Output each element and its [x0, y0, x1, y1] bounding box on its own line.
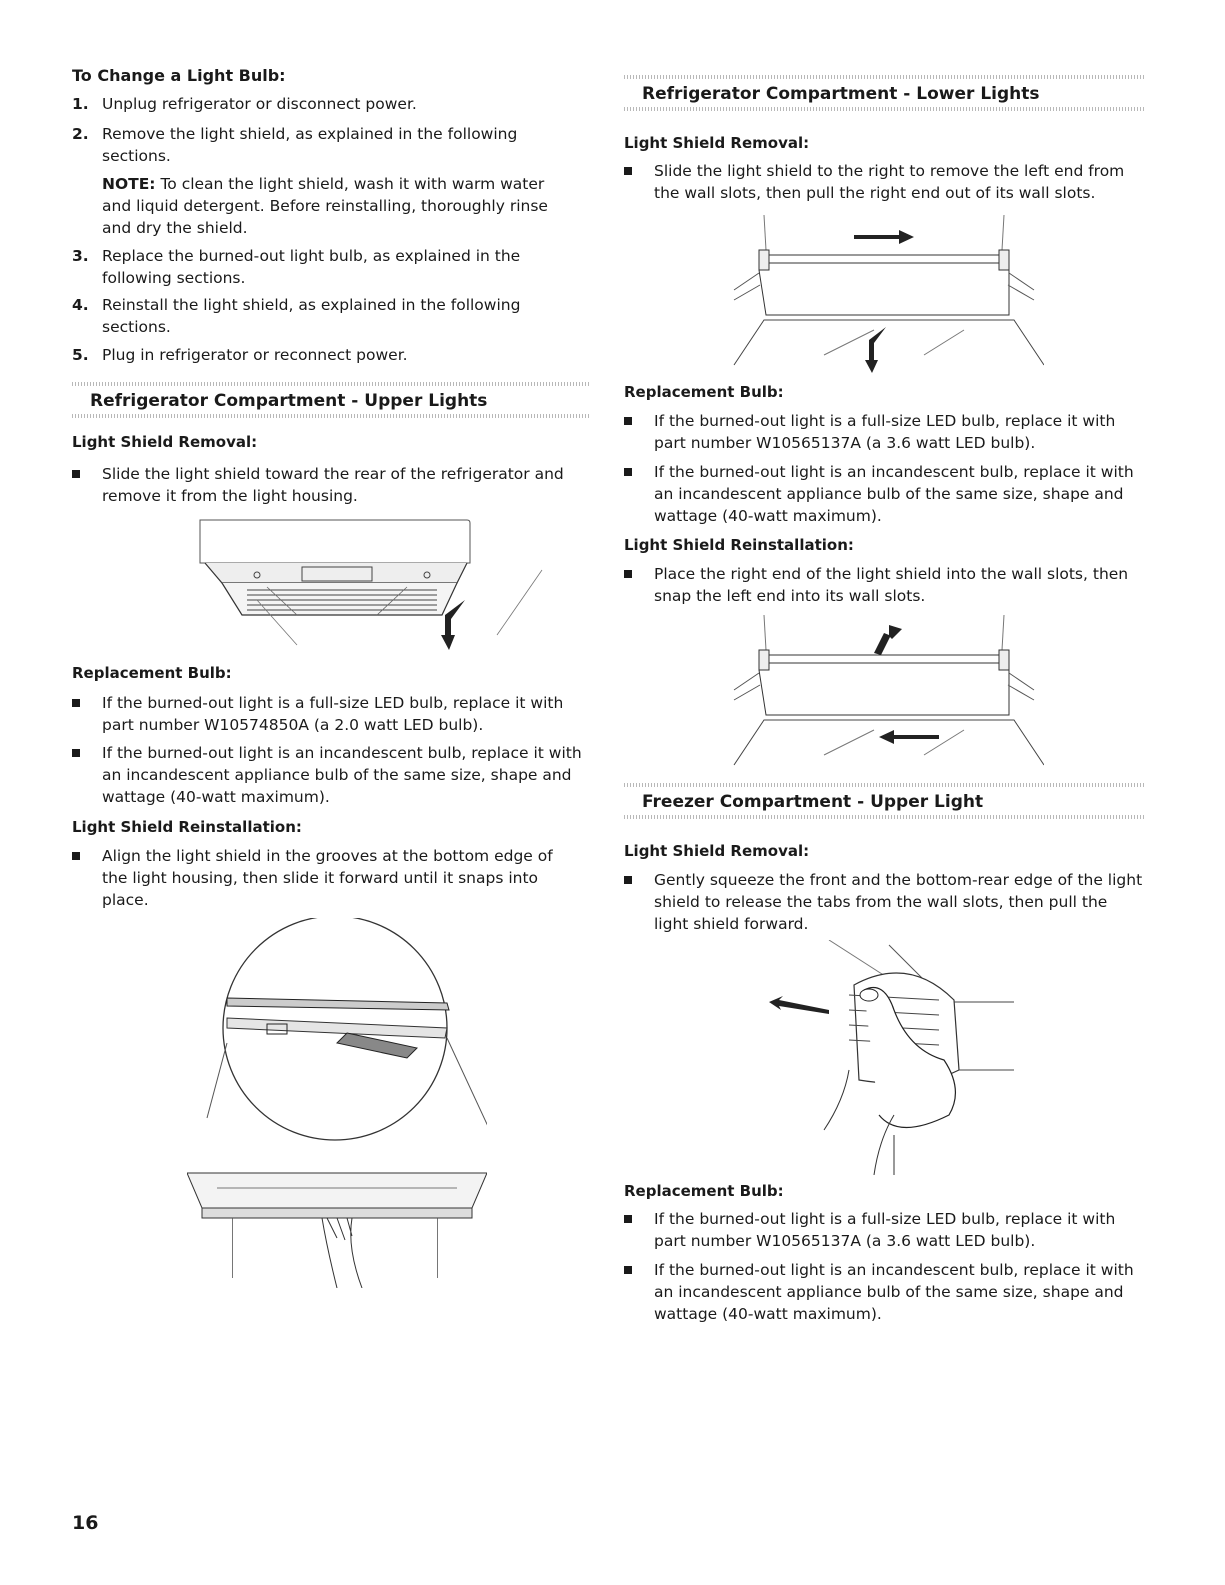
- cleaning-note: NOTE: To clean the light shield, wash it with warm water and liquid detergent. Before reinstalling, thoroughly rinse and dry the shield.: [102, 175, 548, 237]
- upper-light-removal-figure: [197, 515, 552, 655]
- upper-bulb-title: Replacement Bulb:: [72, 664, 232, 682]
- upper-reinstall-title: Light Shield Reinstallation:: [72, 818, 302, 836]
- freezer-light-removal-figure: [769, 940, 1029, 1175]
- bullet-icon: [624, 167, 632, 175]
- lower-reinstall-title: Light Shield Reinstallation:: [624, 536, 854, 554]
- step-5: 5. Plug in refrigerator or reconnect power.: [72, 346, 408, 364]
- step-1: 1. Unplug refrigerator or disconnect power.: [72, 95, 417, 113]
- freezer-heading: Freezer Compartment - Upper Light: [642, 792, 984, 812]
- lower-removal-title: Light Shield Removal:: [624, 134, 810, 152]
- bullet-icon: [624, 876, 632, 884]
- bullet-icon: [72, 699, 80, 707]
- lower-bulb-title: Replacement Bulb:: [624, 383, 784, 401]
- bullet-icon: [624, 1215, 632, 1223]
- bullet-icon: [72, 470, 80, 478]
- upper-lights-heading: Refrigerator Compartment - Upper Lights: [90, 391, 488, 411]
- bullet-icon: [624, 417, 632, 425]
- freezer-bulb-title: Replacement Bulb:: [624, 1182, 784, 1200]
- freezer-removal-title: Light Shield Removal:: [624, 842, 810, 860]
- bullet-icon: [72, 749, 80, 757]
- lower-light-reinstall-figure: [724, 615, 1044, 770]
- bullet-icon: [624, 570, 632, 578]
- bullet-icon: [624, 1266, 632, 1274]
- lower-lights-heading-band: [624, 70, 1146, 116]
- lower-lights-heading: Refrigerator Compartment - Lower Lights: [642, 84, 1040, 104]
- bullet-icon: [624, 468, 632, 476]
- page-number: 16: [72, 1512, 99, 1534]
- change-bulb-title: To Change a Light Bulb:: [72, 66, 286, 85]
- bullet-icon: [72, 852, 80, 860]
- freezer-heading-band: [624, 778, 1146, 824]
- upper-lights-heading-band: [72, 377, 590, 423]
- step-2: 2. Remove the light shield, as explained in the following sections.: [72, 125, 518, 165]
- upper-removal-title: Light Shield Removal:: [72, 433, 258, 451]
- lower-light-removal-figure: [724, 215, 1044, 375]
- step-3: 3. Replace the burned-out light bulb, as explained in the following sections.: [72, 247, 521, 287]
- step-4: 4. Reinstall the light shield, as explained in the following sections.: [72, 296, 521, 336]
- upper-light-reinstall-figure: [187, 918, 487, 1288]
